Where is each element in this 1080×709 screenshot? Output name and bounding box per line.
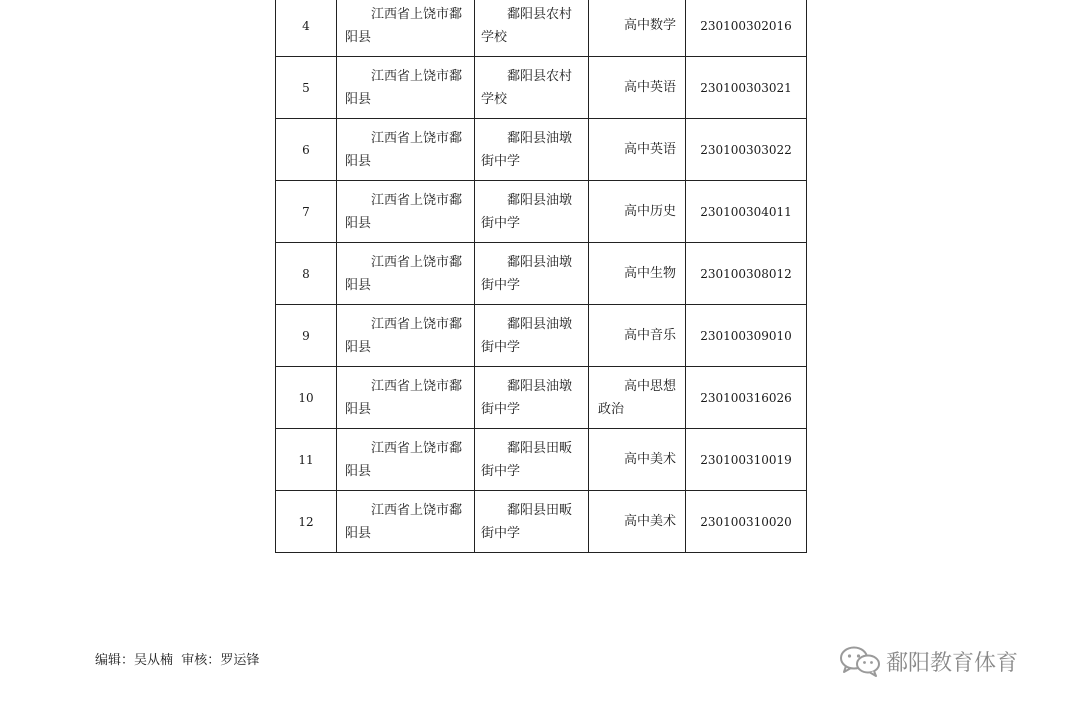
subject-cell-text: 高中英语 (624, 80, 677, 95)
brand-name: 鄱阳教育体育 (886, 650, 1019, 676)
school-cell-text: 鄱阳县油墩街中学 (481, 130, 573, 169)
subject-cell (589, 0, 686, 57)
position-code-cell: 230100308012 (686, 243, 807, 305)
school-cell (475, 57, 589, 119)
school-cell (475, 181, 589, 243)
school-cell (475, 305, 589, 367)
row-number: 9 (276, 305, 337, 367)
table-row (276, 181, 807, 243)
positions-table (275, 0, 807, 553)
region-cell (337, 429, 475, 491)
row-number: 12 (276, 491, 337, 553)
region-cell-text: 江西省上饶市鄱阳县 (345, 316, 463, 355)
region-cell (337, 367, 475, 429)
subject-cell-text: 高中历史 (624, 204, 677, 219)
subject-cell (589, 305, 686, 367)
region-cell-text: 江西省上饶市鄱阳县 (345, 130, 463, 169)
table-row (276, 243, 807, 305)
position-code-cell: 230100303021 (686, 57, 807, 119)
school-cell (475, 367, 589, 429)
table-row (276, 367, 807, 429)
school-cell-text: 鄱阳县油墩街中学 (481, 378, 573, 417)
row-number: 4 (276, 0, 337, 57)
subject-cell-text: 高中音乐 (624, 328, 677, 343)
reviewer-name: 罗运锋 (220, 653, 260, 668)
brand-watermark (838, 645, 1018, 677)
region-cell (337, 181, 475, 243)
editor-name: 吴从楠 (134, 653, 174, 668)
school-cell (475, 243, 589, 305)
region-cell-text: 江西省上饶市鄱阳县 (345, 6, 463, 45)
school-cell (475, 429, 589, 491)
school-cell-text: 鄱阳县油墩街中学 (481, 254, 573, 293)
position-code-cell: 230100302016 (686, 0, 807, 57)
region-cell-text: 江西省上饶市鄱阳县 (345, 502, 463, 541)
position-code-cell: 230100310020 (686, 491, 807, 553)
school-cell-text: 鄱阳县油墩街中学 (481, 316, 573, 355)
row-number: 5 (276, 57, 337, 119)
position-code-cell: 230100316026 (686, 367, 807, 429)
editor-label: 编辑： (95, 653, 135, 668)
subject-cell-text: 高中美术 (624, 514, 677, 529)
position-code-cell: 230100310019 (686, 429, 807, 491)
subject-cell (589, 181, 686, 243)
region-cell-text: 江西省上饶市鄱阳县 (345, 378, 463, 417)
subject-cell-text: 高中英语 (624, 142, 677, 157)
subject-cell-text: 高中数学 (624, 18, 677, 33)
region-cell (337, 119, 475, 181)
footer-credits (95, 649, 259, 668)
wechat-icon (838, 645, 882, 677)
subject-cell-text: 高中思想政治 (598, 378, 677, 417)
row-number: 11 (276, 429, 337, 491)
school-cell-text: 鄱阳县油墩街中学 (481, 192, 573, 231)
table-row (276, 491, 807, 553)
row-number: 8 (276, 243, 337, 305)
position-code-cell: 230100304011 (686, 181, 807, 243)
region-cell-text: 江西省上饶市鄱阳县 (345, 254, 463, 293)
region-cell-text: 江西省上饶市鄱阳县 (345, 192, 463, 231)
region-cell (337, 243, 475, 305)
region-cell (337, 305, 475, 367)
school-cell (475, 119, 589, 181)
subject-cell-text: 高中美术 (624, 452, 677, 467)
subject-cell (589, 491, 686, 553)
row-number: 10 (276, 367, 337, 429)
school-cell-text: 鄱阳县农村学校 (481, 68, 573, 107)
positions-table-body (276, 0, 807, 553)
table-row (276, 57, 807, 119)
table-row (276, 305, 807, 367)
region-cell-text: 江西省上饶市鄱阳县 (345, 68, 463, 107)
school-cell (475, 0, 589, 57)
table-row (276, 0, 807, 57)
school-cell-text: 鄱阳县田畈街中学 (481, 502, 573, 541)
region-cell-text: 江西省上饶市鄱阳县 (345, 440, 463, 479)
subject-cell (589, 429, 686, 491)
school-cell (475, 491, 589, 553)
reviewer-label: 审核： (181, 653, 221, 668)
row-number: 7 (276, 181, 337, 243)
row-number: 6 (276, 119, 337, 181)
region-cell (337, 0, 475, 57)
subject-cell (589, 243, 686, 305)
subject-cell (589, 367, 686, 429)
subject-cell (589, 119, 686, 181)
subject-cell-text: 高中生物 (624, 266, 677, 281)
school-cell-text: 鄱阳县农村学校 (481, 6, 573, 45)
subject-cell (589, 57, 686, 119)
region-cell (337, 491, 475, 553)
school-cell-text: 鄱阳县田畈街中学 (481, 440, 573, 479)
table-row (276, 119, 807, 181)
table-row (276, 429, 807, 491)
position-code-cell: 230100303022 (686, 119, 807, 181)
region-cell (337, 57, 475, 119)
position-code-cell: 230100309010 (686, 305, 807, 367)
